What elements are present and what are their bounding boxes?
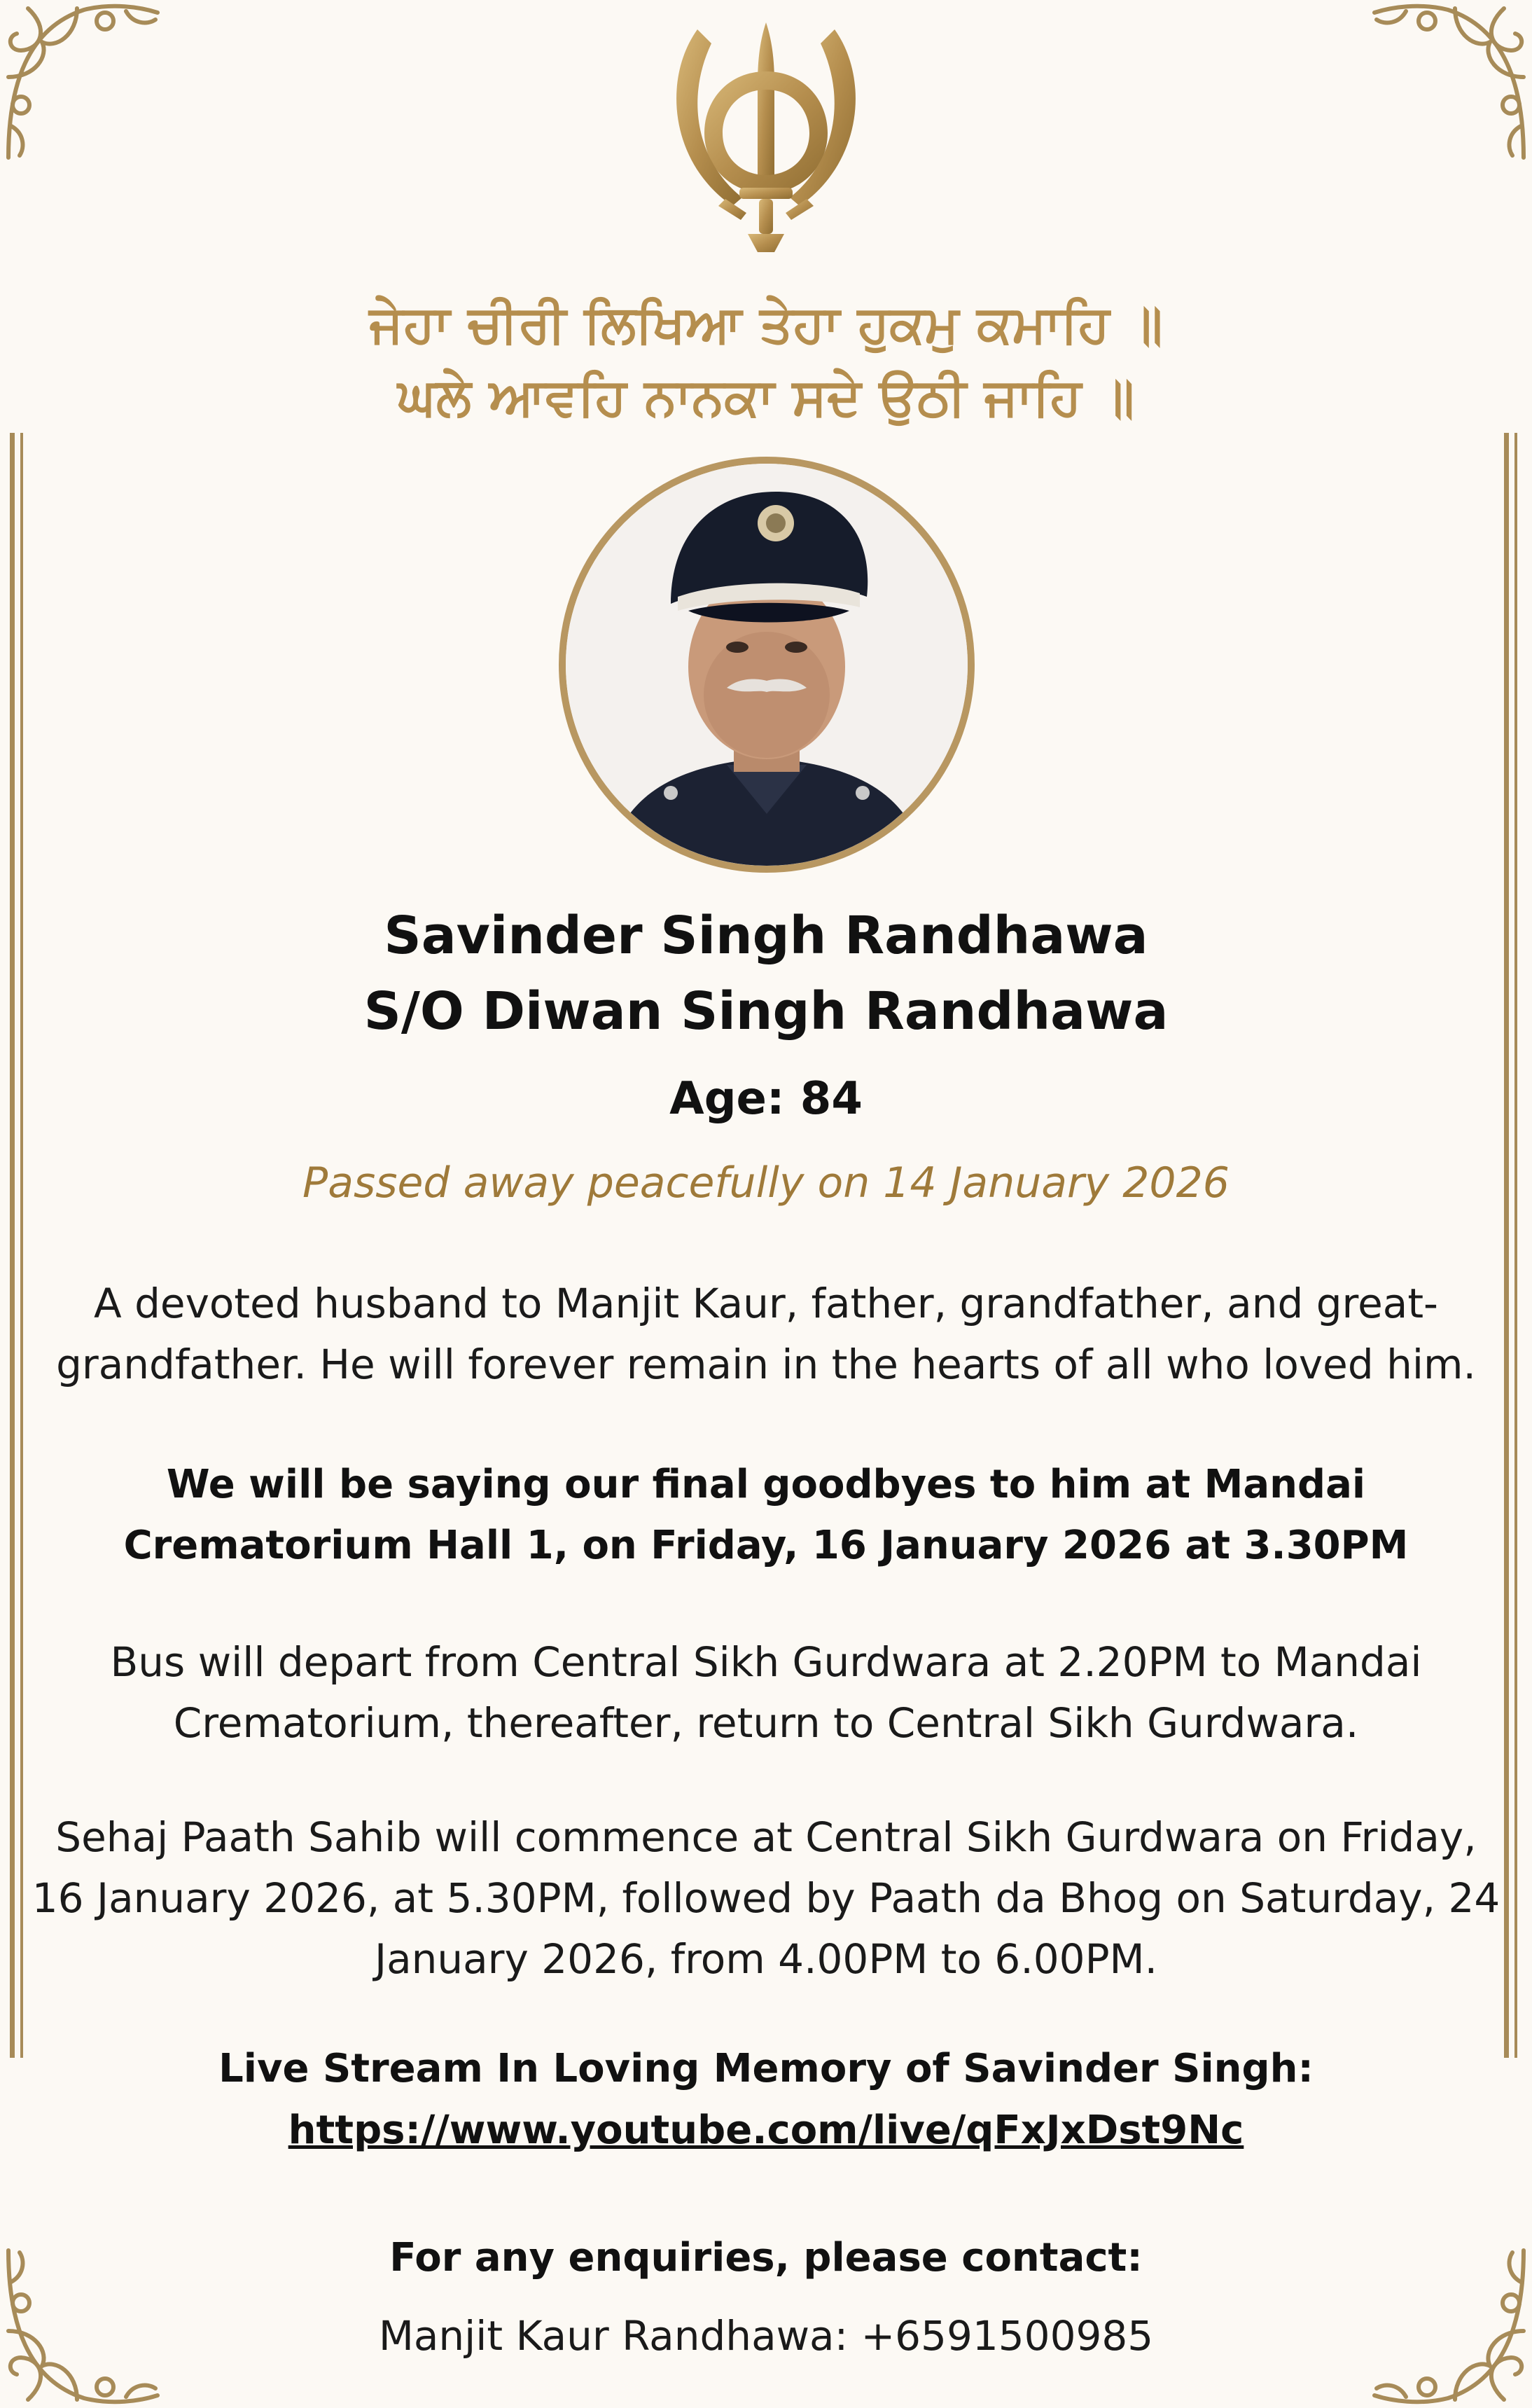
corner-ornament-top-right — [1371, 0, 1532, 161]
livestream-link[interactable]: https://www.youtube.com/live/qFxJxDst9Nc — [288, 2108, 1244, 2153]
left-border-line — [10, 433, 28, 2058]
contact-line: Manjit Kaur Randhawa: +6591500985 — [378, 2312, 1154, 2360]
tribute-text: A devoted husband to Manjit Kaur, father, grandfather, and great-grandfather. He will forever remain in the hearts of all who loved him. — [56, 1280, 1476, 1388]
portrait-photo — [559, 457, 975, 873]
khanda-icon — [669, 22, 863, 252]
passed-away-date: Passed away peacefully on 14 January 2026 — [302, 1158, 1230, 1208]
enquiries-heading: For any enquiries, please contact: — [389, 2235, 1143, 2281]
deceased-name-block — [28, 898, 1504, 1049]
gurbani-line-1: ਜੇਹਾ ਚੀਰੀ ਲਿਖਿਆ ਤੇਹਾ ਹੁਕਮੁ ਕਮਾਹਿ ॥ — [369, 294, 1163, 354]
paath-details: Sehaj Paath Sahib will commence at Central Sikh Gurdwara on Friday, 16 January 2026, at 5.30PM, followed by Paath da Bhog on Saturday, 24 January 2026, from 4.00PM to 6.00PM. — [32, 1813, 1500, 1983]
gurbani-line-2: ਘਲੇ ਆਵਹਿ ਨਾਨਕਾ ਸਦੇ ਉਠੀ ਜਾਹਿ ॥ — [397, 367, 1135, 427]
deceased-parentage: S/O Diwan Singh Randhawa — [363, 981, 1169, 1042]
bus-details: Bus will depart from Central Sikh Gurdwara at 2.20PM to Mandai Crematorium, thereafter, return to Central Sikh Gurdwara. — [110, 1638, 1422, 1747]
funeral-details: We will be saying our final goodbyes to him at Mandai Crematorium Hall 1, on Friday, 16 January 2026 at 3.30PM — [123, 1462, 1409, 1568]
corner-ornament-top-left — [0, 0, 161, 161]
deceased-age: Age: 84 — [669, 1073, 863, 1125]
livestream-label: Live Stream In Loving Memory of Savinder Singh: — [218, 2046, 1314, 2091]
right-border-line — [1504, 433, 1522, 2058]
deceased-name: Savinder Singh Randhawa — [384, 906, 1148, 966]
